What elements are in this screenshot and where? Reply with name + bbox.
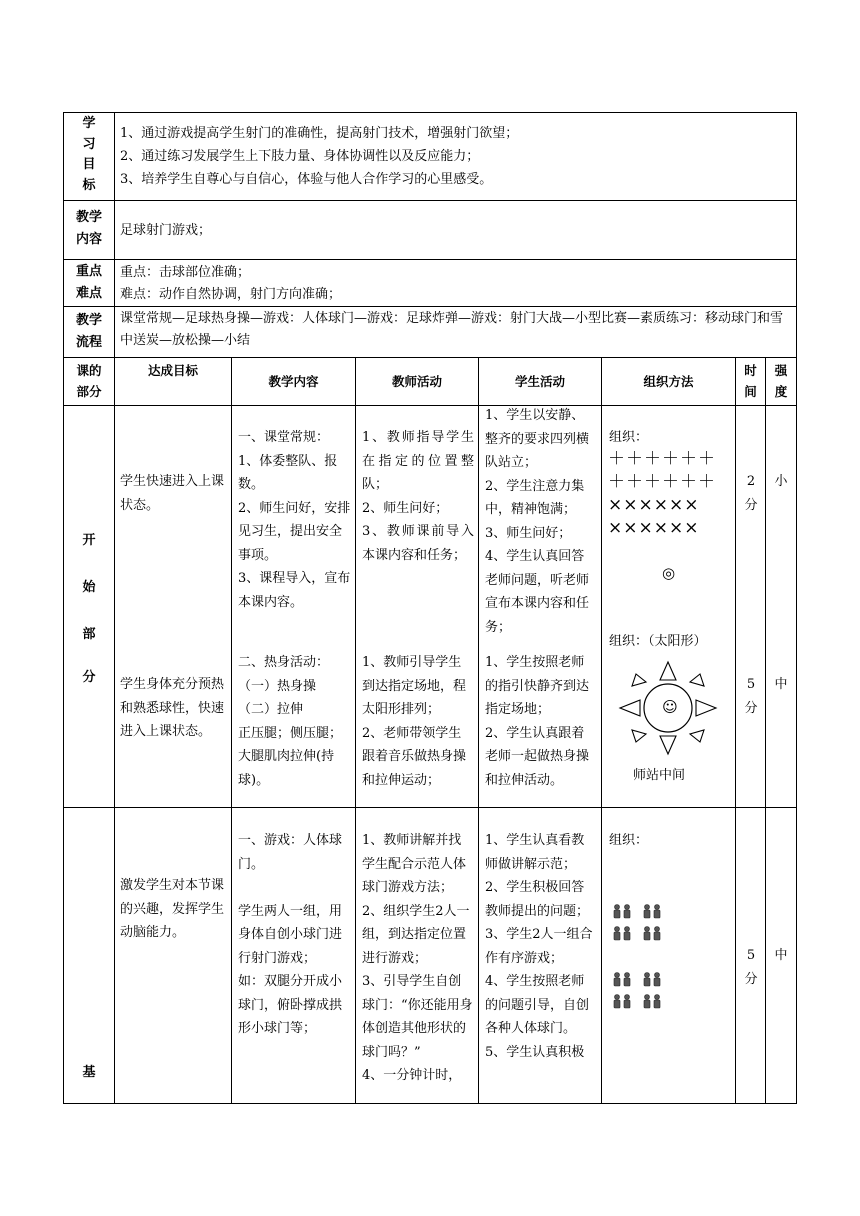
start-goal-2: 学生身体充分预热和熟悉球性，快速进入上课状态。 <box>120 677 225 739</box>
start-intensity-1: 小 <box>774 474 788 489</box>
start-time-1: 2 分 <box>744 474 758 513</box>
header-student: 学生活动 <box>514 374 565 389</box>
header-org: 组织方法 <box>643 374 694 389</box>
start-label-2: 始 <box>82 580 96 595</box>
header-intensity: 强 度 <box>774 363 788 399</box>
teacher-center-icon: ☺ <box>662 698 678 716</box>
basic-teach: 一、游戏：人体球门。 学生两人一组，用身体自创小球门进行射门游戏； 如：双腿分开成小球门，俯卧撑成拱形小球门等； <box>238 833 343 1036</box>
objectives-label: 学 习 目 标 <box>82 116 96 193</box>
header-teacher: 教师活动 <box>391 374 442 389</box>
difficult-point: 难点：动作自然协调，射门方向准确； <box>120 287 342 302</box>
keypoints-label: 重点 难点 <box>75 264 102 301</box>
basic-time: 5 分 <box>744 948 758 987</box>
basic-goal: 激发学生对本节课的兴趣，发挥学生动脑能力。 <box>120 878 225 940</box>
flow-text: 课堂常规—足球热身操—游戏：人体球门—游戏：足球炸弹—游戏：射门大战—小型比赛—素质练习：移动球门和雪中送炭—放松操—小结 <box>120 311 784 348</box>
formation-row-4: ×××××× <box>608 518 700 538</box>
org2-label: 组织：（太阳形） <box>609 634 707 649</box>
player-pairs-diagram <box>612 900 712 1010</box>
start-student-1: 1、学生以安静、整齐的要求四列横队站立； 2、学生注意力集中，精神饱满； 3、师生问好； 4、学生认真回答老师问题，听老师宣布本课内容和任务； <box>485 408 590 635</box>
objective-1: 1、通过游戏提高学生射门的准确性，提高射门技术，增强射门欲望； <box>120 126 519 141</box>
header-goal: 达成目标 <box>147 363 198 378</box>
start-label-1: 开 <box>82 533 96 548</box>
header-time: 时 间 <box>744 363 757 399</box>
start-label-3: 部 <box>82 627 96 642</box>
basic-teacher: 1、教师讲解并找学生配合示范人体球门游戏方法； 2、组织学生2人一组，到达指定位置进行游戏； 3、引导学生自创球门：“你还能用身体创造其他形状的球门吗？” 4、一分钟计时， <box>362 833 473 1083</box>
content-text: 足球射门游戏； <box>120 223 212 238</box>
teacher-position-icon: ◎ <box>661 564 676 582</box>
flow-label: 教学 流程 <box>75 313 102 350</box>
header-teach: 教学内容 <box>268 374 319 389</box>
header-part: 课的 部分 <box>76 363 102 399</box>
key-point: 重点：击球部位准确； <box>120 265 251 280</box>
formation-row-2: ＋＋＋＋＋＋ <box>608 472 716 492</box>
start-goal-1: 学生快速进入上课状态。 <box>120 474 225 513</box>
start-teach-1: 一、课堂常规： 1、体委整队、报数。 2、师生问好，安排见习生，提出安全事项。 3、课程导入，宣布本课内容。 <box>238 430 351 610</box>
start-intensity-2: 中 <box>774 677 788 692</box>
objective-2: 2、通过练习发展学生上下肢力量、身体协调性以及反应能力； <box>120 149 480 164</box>
start-label-4: 分 <box>82 670 96 685</box>
start-time-2: 5 分 <box>744 677 758 716</box>
objective-3: 3、培养学生自尊心与自信心，体验与他人合作学习的心里感受。 <box>120 172 493 187</box>
start-teach-2: 二、热身活动： （一）热身操 （二）拉伸 正压腿；侧压腿；大腿肌肉拉伸(持球)。 <box>238 655 343 788</box>
start-student-2: 1、学生按照老师的指引快静齐到达指定场地； 2、学生认真跟着老师一起做热身操和拉伸活动。 <box>485 655 590 788</box>
basic-label-1: 基 <box>82 1065 96 1080</box>
start-teacher-2: 1、教师引导学生到达指定场地，程太阳形排列； 2、老师带领学生跟着音乐做热身操和拉伸运动； <box>362 655 467 788</box>
formation-row-1: ＋＋＋＋＋＋ <box>608 449 716 469</box>
org1-label: 组织： <box>609 430 649 445</box>
start-teacher-1: 1、教师指导学生在指定的位置整队； 2、师生问好； 3、教师课前导入本课内容和任务； <box>362 430 474 563</box>
basic-org-label: 组织： <box>609 833 649 848</box>
formation-row-3: ×××××× <box>608 495 700 515</box>
basic-student: 1、学生认真看教师做讲解示范； 2、学生积极回答教师提出的问题； 3、学生2人一组合作有序游戏； 4、学生按照老师的问题引导，自创各种人体球门。 5、学生认真积极 <box>485 833 593 1060</box>
content-label: 教学 内容 <box>75 210 102 247</box>
org2-caption: 师站中间 <box>633 768 686 783</box>
basic-intensity: 中 <box>774 948 788 963</box>
